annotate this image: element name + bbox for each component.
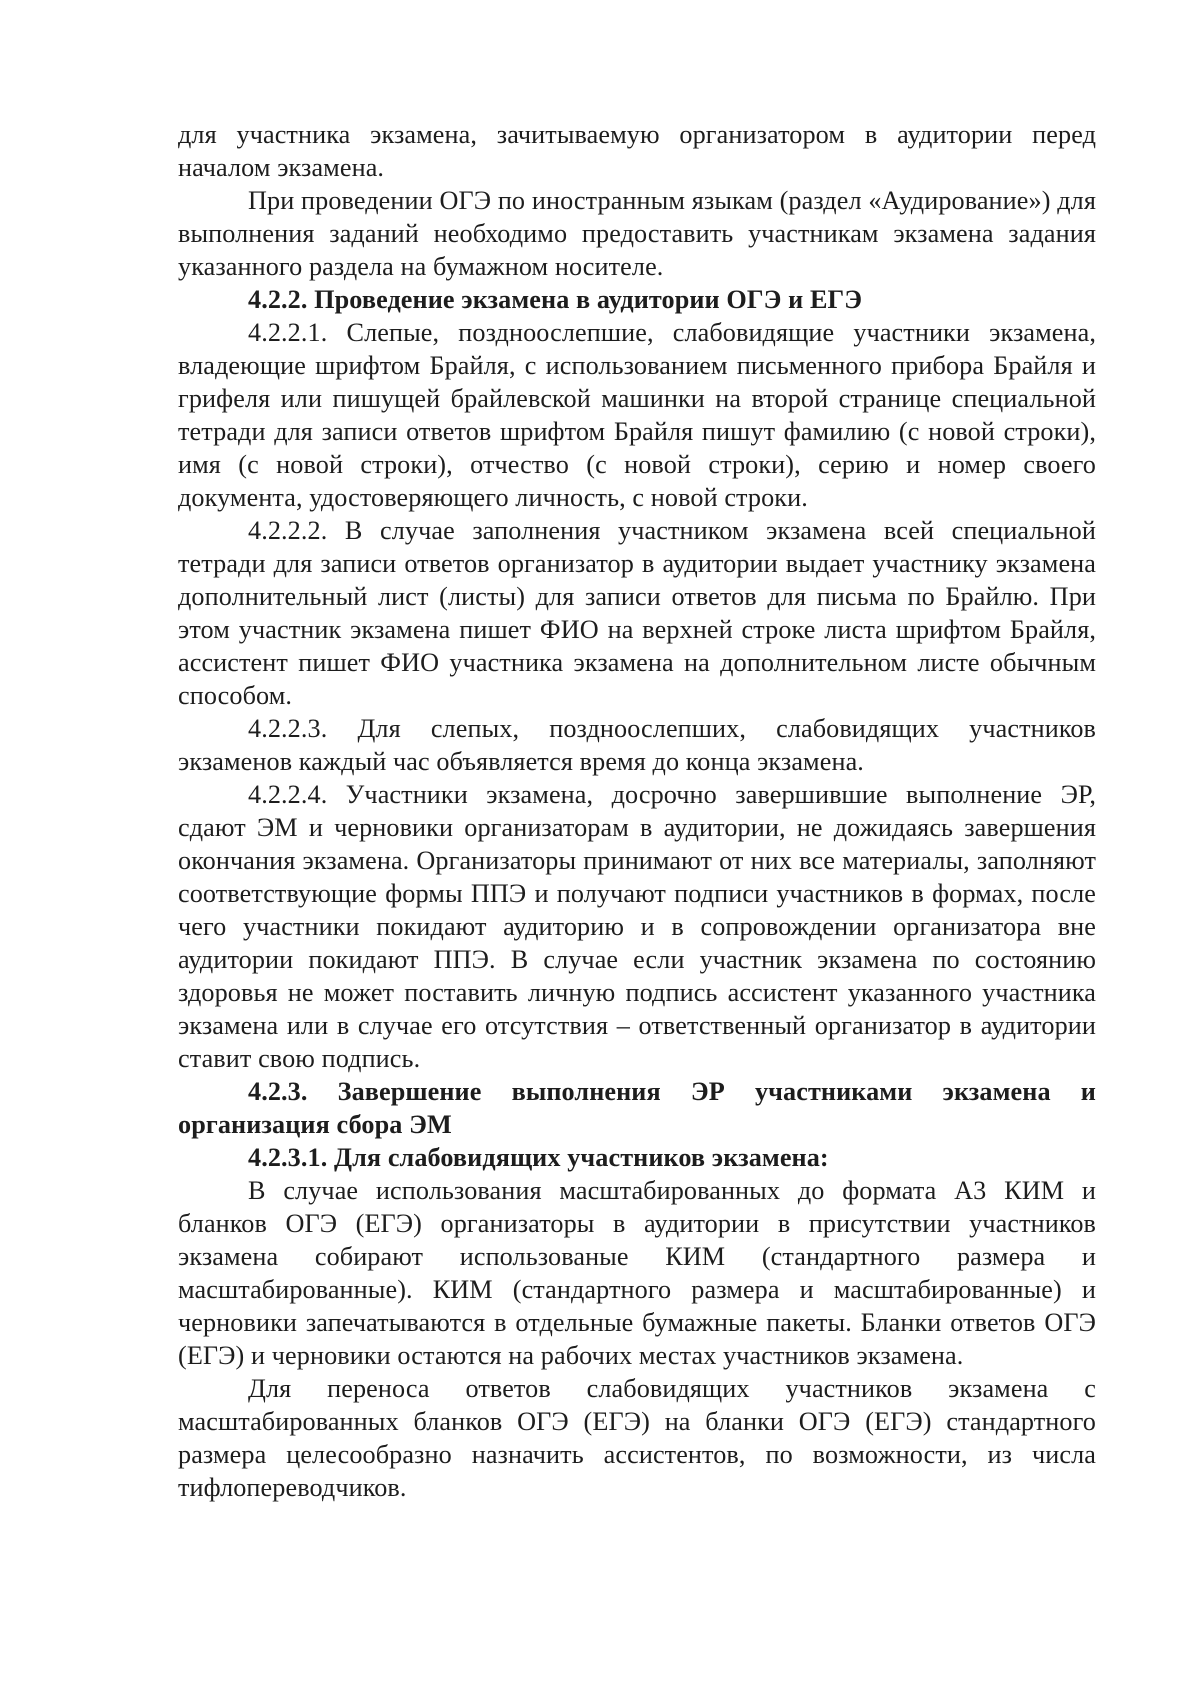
paragraph-assistants: Для переноса ответов слабовидящих участников экзамена с масштабированных бланков ОГЭ (ЕГЭ) на бланки ОГЭ (ЕГЭ) стандартного размера целесообразно назначить ассистентов, по возможности, из числа тифлопереводчиков. <box>178 1374 1096 1502</box>
document-page <box>178 118 1096 1504</box>
section-heading-4-2-2: 4.2.2. Проведение экзамена в аудитории ОГЭ и ЕГЭ <box>248 285 863 314</box>
paragraph-4-2-2-4: 4.2.2.4. Участники экзамена, досрочно завершившие выполнение ЭР, сдают ЭМ и черновики организаторам в аудитории, не дожидаясь завершения окончания экзамена. Организаторы принимают от них все материалы, заполняют соответствующие формы ППЭ и получают подписи участников в формах, после чего участники покидают аудиторию и в сопровождении организатора вне аудитории покидают ППЭ. В случае если участник экзамена по состоянию здоровья не может поставить личную подпись ассистент указанного участника экзамена или в случае его отсутствия – ответственный организатор в аудитории ставит свою подпись. <box>178 780 1096 1073</box>
section-heading-4-2-3: 4.2.3. Завершение выполнения ЭР участниками экзамена и организация сбора ЭМ <box>178 1077 1096 1139</box>
paragraph-4-2-2-3: 4.2.2.3. Для слепых, поздноослепших, слабовидящих участников экзаменов каждый час объявляется время до конца экзамена. <box>178 714 1096 776</box>
paragraph-4-2-2-2: 4.2.2.2. В случае заполнения участником экзамена всей специальной тетради для записи ответов организатор в аудитории выдает участнику экзамена дополнительный лист (листы) для записи ответов для письма по Брайлю. При этом участник экзамена пишет ФИО на верхней строке листа шрифтом Брайля, ассистент пишет ФИО участника экзамена на дополнительном листе обычным способом. <box>178 516 1096 710</box>
section-heading-4-2-3-1: 4.2.3.1. Для слабовидящих участников экзамена: <box>248 1143 829 1172</box>
paragraph-continuation: для участника экзамена, зачитываемую организатором в аудитории перед началом экзамена. <box>178 120 1096 182</box>
paragraph-audirovanie: При проведении ОГЭ по иностранным языкам (раздел «Аудирование») для выполнения заданий необходимо предоставить участникам экзамена задания указанного раздела на бумажном носителе. <box>178 186 1096 281</box>
paragraph-4-2-2-1: 4.2.2.1. Слепые, поздноослепшие, слабовидящие участники экзамена, владеющие шрифтом Брайля, с использованием письменного прибора Брайля и грифеля или пишущей брайлевской машинки на второй странице специальной тетради для записи ответов шрифтом Брайля пишут фамилию (с новой строки), имя (с новой строки), отчество (с новой строки), серию и номер своего документа, удостоверяющего личность, с новой строки. <box>178 318 1096 512</box>
paragraph-scaled-forms: В случае использования масштабированных до формата А3 КИМ и бланков ОГЭ (ЕГЭ) организаторы в аудитории в присутствии участников экзамена собирают использованые КИМ (стандартного размера и масштабированные). КИМ (стандартного размера и масштабированные) и черновики запечатываются в отдельные бумажные пакеты. Бланки ответов ОГЭ (ЕГЭ) и черновики остаются на рабочих местах участников экзамена. <box>178 1176 1096 1370</box>
